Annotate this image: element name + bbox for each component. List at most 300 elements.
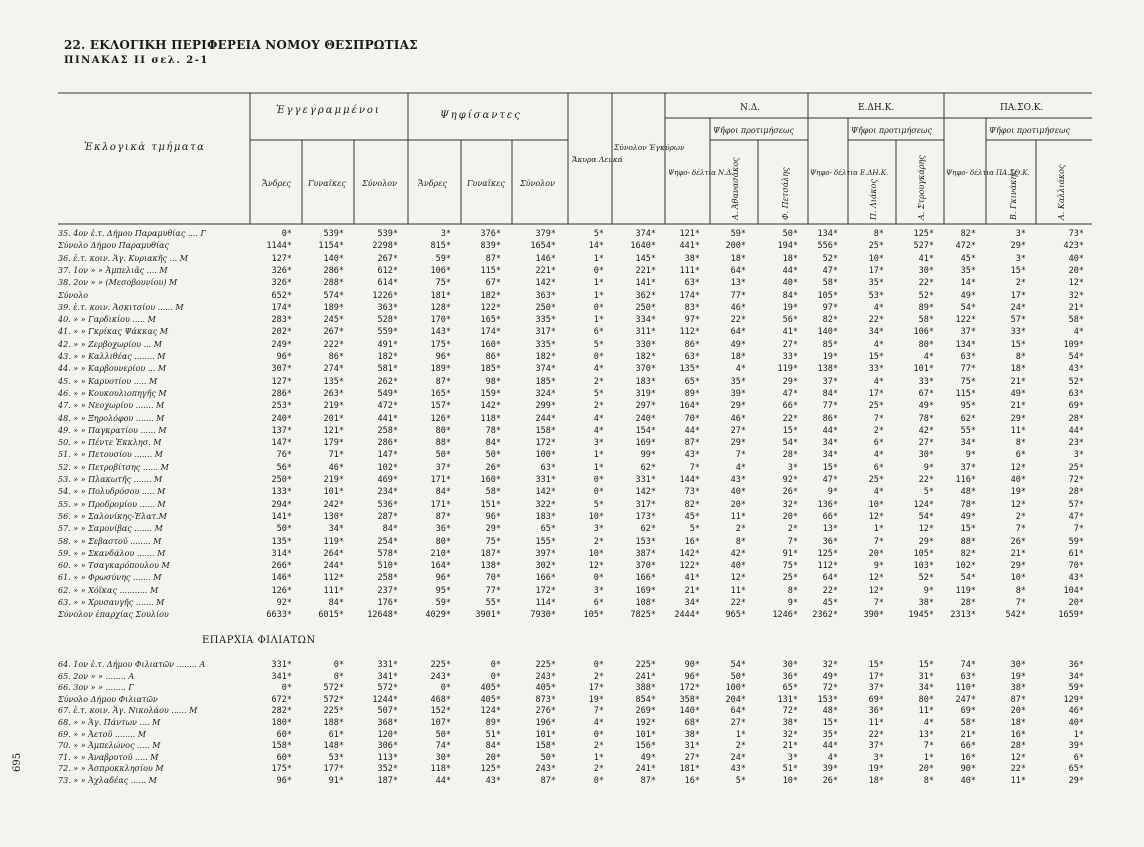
- cell-value: 469*: [377, 475, 398, 485]
- cell-value: 269*: [635, 706, 656, 717]
- header-invalid: Ἄκυρα Λευκά: [572, 155, 623, 164]
- cell-value: 1*: [593, 752, 604, 763]
- cell-value: 6*: [593, 598, 604, 608]
- cell-value: 3901*: [475, 610, 501, 621]
- cell-value: 12*: [588, 561, 604, 572]
- cell-value: 57*: [1010, 315, 1026, 326]
- cell-value: 3*: [440, 229, 451, 239]
- cell-value: 48*: [822, 706, 838, 717]
- cell-value: 1154*: [318, 241, 344, 252]
- cell-value: 19*: [1010, 671, 1026, 682]
- cell-value: 60*: [276, 729, 292, 740]
- cell-value: 17*: [868, 388, 884, 399]
- header-valid: Σύνολον Ἐγκύρων: [614, 143, 685, 152]
- cell-value: 264*: [323, 548, 344, 559]
- cell-value: 22*: [918, 278, 934, 289]
- cell-value: 1*: [1073, 729, 1084, 740]
- cell-value: 34*: [822, 438, 838, 449]
- header-ballots-edhk: Ψηφο- δέλτια Ε.ΔΗ.Κ.: [810, 169, 889, 177]
- cell-value: 38*: [684, 729, 700, 740]
- cell-value: 1945*: [908, 610, 934, 621]
- cell-value: 31*: [918, 671, 934, 682]
- cell-value: 28*: [1068, 413, 1084, 424]
- cell-value: 34*: [868, 327, 884, 338]
- row-label: 38. 2ον » » (Μεσοβουνίου) Μ: [58, 278, 178, 288]
- cell-value: 171*: [430, 499, 451, 510]
- cell-value: 2444*: [674, 610, 700, 621]
- row-label: 51. » » Πετουσίου ....... Μ: [58, 450, 163, 460]
- cell-value: 319*: [635, 388, 656, 399]
- cell-value: 39*: [730, 388, 746, 399]
- cell-value: 115*: [955, 388, 976, 399]
- cell-value: 7*: [1073, 524, 1084, 535]
- cell-value: 11*: [730, 585, 746, 596]
- cell-value: 282*: [271, 706, 292, 717]
- cell-value: 112*: [679, 327, 700, 338]
- cell-value: 13*: [822, 524, 838, 535]
- cell-value: 2*: [873, 425, 884, 436]
- cell-value: 29*: [730, 438, 746, 449]
- row-label: Σύνολο Δήμου Παραμυθίας: [58, 241, 170, 251]
- cell-value: 2*: [735, 524, 746, 535]
- cell-value: 174*: [271, 302, 292, 313]
- cell-value: 7930*: [530, 610, 556, 621]
- cell-value: 36*: [822, 536, 838, 547]
- cell-value: 88*: [960, 536, 976, 547]
- cell-value: 27*: [782, 339, 798, 350]
- table-row: [0, 377, 1144, 387]
- cell-value: 240*: [635, 413, 656, 424]
- cell-value: 135*: [323, 376, 344, 387]
- table-row: [0, 426, 1144, 436]
- cell-value: 34*: [822, 450, 838, 461]
- cell-value: 182*: [535, 352, 556, 362]
- row-label: 66. 3ον » » ........ Γ: [58, 683, 134, 693]
- cell-value: 20*: [1068, 265, 1084, 276]
- table-row: [0, 695, 1144, 705]
- row-label: 68. » » Ἁγ. Πάντων .... Μ: [58, 718, 161, 727]
- cell-value: 25*: [868, 241, 884, 252]
- cell-value: 101*: [635, 729, 656, 740]
- cell-value: 41*: [684, 573, 700, 584]
- cell-value: 54*: [782, 438, 798, 449]
- cell-value: 102*: [955, 561, 976, 572]
- cell-value: 28*: [782, 450, 798, 461]
- cell-value: 2*: [1015, 278, 1026, 289]
- cell-value: 188*: [323, 718, 344, 728]
- cell-value: 6633*: [266, 610, 292, 621]
- table-row: [0, 266, 1144, 276]
- cell-value: 1*: [593, 315, 604, 326]
- cell-value: 7*: [735, 450, 746, 461]
- cell-value: 41*: [918, 253, 934, 264]
- cell-value: 183*: [635, 376, 656, 387]
- cell-value: 43*: [684, 450, 700, 461]
- cell-value: 42*: [730, 548, 746, 559]
- cell-value: 86*: [328, 352, 344, 362]
- table-row: [0, 315, 1144, 325]
- cell-value: 19*: [588, 694, 604, 705]
- cell-value: 1*: [593, 253, 604, 264]
- cell-value: 65*: [540, 524, 556, 535]
- cell-value: 15*: [822, 462, 838, 473]
- cell-value: 245*: [323, 315, 344, 326]
- cell-value: 32*: [822, 660, 838, 670]
- cell-value: 41*: [782, 327, 798, 338]
- table-row: [0, 718, 1144, 728]
- row-label: 57. » » Σαμονίβας ....... Μ: [58, 524, 163, 534]
- cell-value: 0*: [593, 487, 604, 498]
- cell-value: 68*: [684, 718, 700, 728]
- cell-value: 146*: [271, 573, 292, 584]
- cell-value: 179*: [323, 438, 344, 449]
- cell-value: 46*: [730, 302, 746, 313]
- cell-value: 101*: [913, 364, 934, 375]
- cell-value: 44*: [684, 425, 700, 436]
- cell-value: 3*: [593, 438, 604, 449]
- cell-value: 30*: [918, 450, 934, 461]
- cell-value: 157*: [430, 401, 451, 412]
- cell-value: 192*: [635, 718, 656, 728]
- cell-value: 126*: [430, 413, 451, 424]
- cell-value: 3*: [1073, 450, 1084, 461]
- cell-value: 33*: [918, 376, 934, 387]
- cell-value: 74*: [435, 741, 451, 752]
- cell-value: 142*: [535, 278, 556, 289]
- cell-value: 376*: [480, 229, 501, 239]
- row-label: 54. » » Πολυδρόσου ..... Μ: [58, 487, 166, 497]
- cell-value: 164*: [679, 401, 700, 412]
- cell-value: 158*: [535, 741, 556, 752]
- cell-value: 74*: [960, 660, 976, 670]
- cell-value: 5*: [593, 229, 604, 239]
- cell-value: 122*: [480, 302, 501, 313]
- cell-value: 136*: [817, 499, 838, 510]
- cell-value: 113*: [377, 752, 398, 763]
- header-edhk: Ε.ΔΗ.Κ.: [858, 103, 895, 113]
- cell-value: 5*: [593, 388, 604, 399]
- row-label: 45. » » Καρυοτίου ..... Μ: [58, 376, 158, 386]
- cell-value: 18*: [782, 253, 798, 264]
- cell-value: 181*: [679, 764, 700, 775]
- cell-value: 43*: [1068, 364, 1084, 375]
- cell-value: 2*: [735, 741, 746, 752]
- cell-value: 175*: [430, 339, 451, 350]
- cell-value: 171*: [430, 475, 451, 485]
- cell-value: 50*: [782, 229, 798, 239]
- cell-value: 210*: [430, 548, 451, 559]
- cell-value: 29*: [918, 536, 934, 547]
- cell-value: 77*: [822, 401, 838, 412]
- cell-value: 22*: [730, 598, 746, 608]
- header-label-col: Ἐκλογικὰ τμήματα: [84, 142, 206, 153]
- cell-value: 189*: [323, 302, 344, 313]
- cell-value: 4*: [593, 718, 604, 728]
- cell-value: 0*: [333, 671, 344, 682]
- cell-value: 6*: [873, 462, 884, 473]
- cell-value: 21*: [782, 741, 798, 752]
- section-heading-filiaton: ΕΠΑΡΧΙΑ ΦΙΛΙΑΤΩΝ: [202, 635, 316, 646]
- table-row: [0, 340, 1144, 350]
- cell-value: 20*: [918, 764, 934, 775]
- cell-value: 114*: [535, 598, 556, 608]
- cell-value: 50*: [485, 450, 501, 461]
- row-label: 49. » » Παγκρατίου ...... Μ: [58, 425, 167, 435]
- cell-value: 44*: [1068, 425, 1084, 436]
- cell-value: 1244*: [372, 694, 398, 705]
- cell-value: 63*: [684, 278, 700, 289]
- cell-value: 18*: [730, 253, 746, 264]
- cell-value: 322*: [535, 499, 556, 510]
- cell-value: 7*: [873, 536, 884, 547]
- table-row: [0, 487, 1144, 497]
- cell-value: 405*: [535, 683, 556, 694]
- cell-value: 4*: [1073, 327, 1084, 338]
- cell-value: 46*: [328, 462, 344, 473]
- cell-value: 25*: [868, 401, 884, 412]
- cell-value: 0*: [333, 660, 344, 670]
- cell-value: 185*: [480, 364, 501, 375]
- cell-value: 0*: [593, 352, 604, 362]
- cell-value: 76*: [276, 450, 292, 461]
- header-cand-nd-1: Α. Ἀθανασάκος: [731, 157, 740, 220]
- cell-value: 297*: [635, 401, 656, 412]
- cell-value: 12*: [918, 524, 934, 535]
- cell-value: 38*: [918, 598, 934, 608]
- cell-value: 37*: [960, 462, 976, 473]
- cell-value: 2*: [593, 376, 604, 387]
- cell-value: 35*: [960, 265, 976, 276]
- cell-value: 12648*: [367, 610, 398, 621]
- cell-value: 119*: [955, 585, 976, 596]
- cell-value: 80*: [918, 694, 934, 705]
- cell-value: 38*: [1010, 683, 1026, 694]
- cell-value: 84*: [435, 487, 451, 498]
- cell-value: 140*: [679, 706, 700, 717]
- row-label: 52. » » Πετροβίτσης ...... Μ: [58, 462, 169, 472]
- cell-value: 652*: [271, 290, 292, 301]
- cell-value: 9*: [965, 450, 976, 461]
- cell-value: 115*: [480, 265, 501, 276]
- cell-value: 0*: [490, 671, 501, 682]
- cell-value: 111*: [323, 585, 344, 596]
- cell-value: 53*: [328, 752, 344, 763]
- cell-value: 59*: [435, 253, 451, 264]
- table-row: [0, 573, 1144, 583]
- cell-value: 112*: [323, 573, 344, 584]
- cell-value: 147*: [271, 438, 292, 449]
- cell-value: 101*: [535, 729, 556, 740]
- cell-value: 143*: [430, 327, 451, 338]
- cell-value: 4*: [923, 718, 934, 728]
- cell-value: 22*: [918, 475, 934, 485]
- cell-value: 33*: [1010, 327, 1026, 338]
- cell-value: 20*: [1068, 598, 1084, 608]
- cell-value: 36*: [1068, 660, 1084, 670]
- cell-value: 241*: [635, 671, 656, 682]
- cell-value: 75*: [435, 278, 451, 289]
- table-row: [0, 512, 1144, 522]
- cell-value: 1*: [593, 462, 604, 473]
- row-label: 62. » » Χόϊκας ........... Μ: [58, 585, 159, 595]
- cell-value: 25*: [868, 475, 884, 485]
- header-cand-edhk-2: Α. Στρουγκάρης: [917, 155, 926, 220]
- cell-value: 72*: [822, 683, 838, 694]
- table-row: [0, 561, 1144, 571]
- cell-value: 166*: [535, 573, 556, 584]
- cell-value: 4*: [923, 352, 934, 362]
- cell-value: 441*: [679, 241, 700, 252]
- cell-value: 12*: [1010, 752, 1026, 763]
- cell-value: 44*: [822, 741, 838, 752]
- cell-value: 34*: [960, 438, 976, 449]
- cell-value: 62*: [640, 524, 656, 535]
- cell-value: 536*: [377, 499, 398, 510]
- page-number: 695: [12, 752, 23, 772]
- header-pref-nd: Ψῆφοι προτιμήσεως: [713, 126, 794, 135]
- cell-value: 97*: [684, 315, 700, 326]
- header-registered: Ἐγγεγραμμένοι: [276, 105, 381, 116]
- cell-value: 50*: [435, 729, 451, 740]
- cell-value: 126*: [271, 585, 292, 596]
- cell-value: 29*: [730, 401, 746, 412]
- header-nd: Ν.Δ.: [740, 103, 761, 113]
- row-label: 64. 1ον ἐ.τ. Δήμου Φιλιατῶν ........ Α: [58, 660, 206, 669]
- row-label: 65. 2ον » » ........ Α: [58, 671, 135, 681]
- cell-value: 37*: [868, 683, 884, 694]
- cell-value: 9*: [873, 561, 884, 572]
- cell-value: 182*: [635, 352, 656, 362]
- table-row: [0, 610, 1144, 620]
- cell-value: 15*: [868, 660, 884, 670]
- cell-value: 368*: [377, 718, 398, 728]
- cell-value: 1*: [873, 524, 884, 535]
- row-label: 43. » » Καλλιθέας ........ Μ: [58, 352, 166, 361]
- cell-value: 23*: [1068, 438, 1084, 449]
- cell-value: 7*: [689, 462, 700, 473]
- row-label: 58. » » Σεβαστοῦ ........ Μ: [58, 536, 162, 546]
- cell-value: 253*: [271, 401, 292, 412]
- cell-value: 59*: [1068, 683, 1084, 694]
- cell-value: 19*: [822, 352, 838, 362]
- table-row: [0, 364, 1144, 374]
- cell-value: 243*: [535, 764, 556, 775]
- cell-value: 4*: [593, 425, 604, 436]
- cell-value: 1*: [923, 752, 934, 763]
- cell-value: 87*: [485, 253, 501, 264]
- cell-value: 56*: [782, 315, 798, 326]
- table-row: [0, 303, 1144, 313]
- cell-value: 80*: [435, 536, 451, 547]
- cell-value: 12*: [868, 573, 884, 584]
- cell-value: 254*: [377, 536, 398, 547]
- cell-value: 267*: [323, 327, 344, 338]
- cell-value: 49*: [640, 752, 656, 763]
- cell-value: 96*: [276, 352, 292, 362]
- cell-value: 27*: [730, 425, 746, 436]
- cell-value: 27*: [730, 718, 746, 728]
- cell-value: 0*: [593, 265, 604, 276]
- cell-value: 175*: [271, 764, 292, 775]
- cell-value: 370*: [635, 561, 656, 572]
- cell-value: 62*: [960, 413, 976, 424]
- cell-value: 64*: [822, 573, 838, 584]
- cell-value: 30*: [435, 752, 451, 763]
- cell-value: 374*: [535, 364, 556, 375]
- cell-value: 8*: [873, 229, 884, 239]
- cell-value: 397*: [535, 548, 556, 559]
- cell-value: 54*: [960, 302, 976, 313]
- cell-value: 130*: [323, 511, 344, 522]
- cell-value: 60*: [276, 752, 292, 763]
- row-label: 60. » » Τσαγκαρόπουλου Μ: [58, 561, 170, 571]
- cell-value: 118*: [430, 764, 451, 775]
- cell-value: 75*: [782, 561, 798, 572]
- cell-value: 16*: [684, 536, 700, 547]
- cell-value: 0*: [593, 729, 604, 740]
- cell-value: 267*: [377, 253, 398, 264]
- cell-value: 28*: [1010, 741, 1026, 752]
- cell-value: 70*: [684, 413, 700, 424]
- cell-value: 10*: [588, 511, 604, 522]
- cell-value: 287*: [377, 511, 398, 522]
- table-row: [0, 291, 1144, 301]
- cell-value: 49*: [918, 401, 934, 412]
- cell-value: 21*: [1068, 302, 1084, 313]
- cell-value: 242*: [323, 499, 344, 510]
- cell-value: 96*: [485, 511, 501, 522]
- cell-value: 240*: [271, 413, 292, 424]
- cell-value: 32*: [782, 729, 798, 740]
- cell-value: 49*: [730, 339, 746, 350]
- row-label: 72. » » Ἀσπροκκλησίου Μ: [58, 764, 164, 774]
- cell-value: 491*: [377, 339, 398, 350]
- cell-value: 173*: [635, 511, 656, 522]
- cell-value: 89*: [684, 388, 700, 399]
- cell-value: 43*: [1068, 573, 1084, 584]
- cell-value: 202*: [271, 327, 292, 338]
- table-row: [0, 450, 1144, 460]
- cell-value: 49*: [960, 511, 976, 522]
- cell-value: 18*: [730, 352, 746, 362]
- cell-value: 22*: [730, 315, 746, 326]
- cell-value: 244*: [323, 561, 344, 572]
- cell-value: 21*: [684, 585, 700, 596]
- cell-value: 581*: [377, 364, 398, 375]
- cell-value: 263*: [323, 388, 344, 399]
- cell-value: 91*: [782, 548, 798, 559]
- cell-value: 28*: [1068, 487, 1084, 498]
- cell-value: 572*: [377, 683, 398, 694]
- cell-value: 84*: [485, 741, 501, 752]
- cell-value: 12*: [1010, 462, 1026, 473]
- cell-value: 64*: [730, 706, 746, 717]
- cell-value: 66*: [822, 511, 838, 522]
- cell-value: 472*: [955, 241, 976, 252]
- cell-value: 152*: [430, 706, 451, 717]
- cell-value: 286*: [323, 265, 344, 276]
- cell-value: 307*: [271, 364, 292, 375]
- cell-value: 26*: [782, 487, 798, 498]
- cell-value: 196*: [535, 718, 556, 728]
- cell-value: 12*: [868, 511, 884, 522]
- cell-value: 17*: [588, 683, 604, 694]
- cell-value: 54*: [960, 573, 976, 584]
- cell-value: 181*: [430, 290, 451, 301]
- cell-value: 101*: [323, 487, 344, 498]
- cell-value: 105*: [913, 548, 934, 559]
- cell-value: 2*: [1015, 511, 1026, 522]
